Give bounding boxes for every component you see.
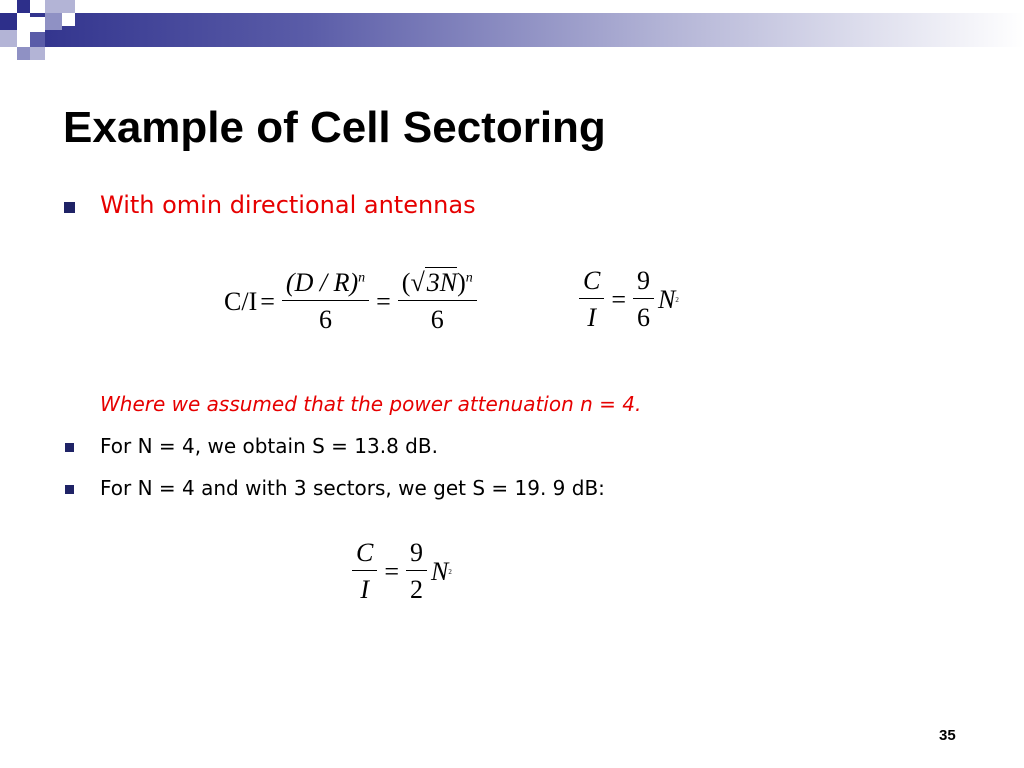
assumption-note: Where we assumed that the power attenuation n = 4. [100, 392, 642, 416]
decor-square [0, 13, 17, 30]
decor-square [62, 13, 75, 26]
eq-equals: = [384, 556, 400, 586]
eq-fraction [633, 266, 654, 333]
eq-exponent: n [465, 270, 473, 286]
bullet-text: For N = 4, we obtain S = 13.8 dB. [100, 434, 438, 458]
eq-equals: = [611, 284, 627, 314]
equation-ci-ratio [224, 268, 481, 335]
header-decoration-band [0, 13, 1024, 47]
decor-square [17, 0, 30, 13]
eq-equals: = [376, 286, 391, 316]
eq-denominator: 6 [430, 305, 444, 334]
decor-square [0, 30, 17, 47]
decor-square [30, 32, 45, 47]
page-number: 35 [939, 727, 956, 744]
decor-square [45, 13, 62, 30]
eq-fraction [579, 266, 604, 333]
eq-fraction [352, 538, 377, 605]
bullet-text: For N = 4 and with 3 sectors, we get S = 19. 9 dB: [100, 476, 605, 500]
eq-equals: = [260, 286, 275, 316]
eq-numerator: C [352, 538, 377, 571]
eq-numerator: (D / R) [285, 268, 359, 297]
eq-variable: N [431, 556, 449, 586]
decor-square [17, 47, 30, 60]
eq-numerator: 9 [406, 538, 427, 571]
bullet-square-icon [65, 443, 74, 452]
eq-exponent: n [358, 270, 366, 286]
eq-fraction [282, 268, 369, 335]
eq-denominator: 6 [637, 303, 651, 332]
bullet-square-icon [64, 202, 75, 213]
eq-denominator: 6 [319, 305, 332, 334]
decor-square [45, 0, 75, 13]
eq-denominator: 2 [410, 575, 424, 604]
decor-square [17, 13, 30, 47]
eq-sqrt-argument: 3N [426, 268, 458, 297]
equation-ci-n-two: $\frac{C}{I}$ = $\frac{9}{2}$ N 2 [348, 538, 452, 605]
bullet-square-icon [65, 485, 74, 494]
decor-square [30, 17, 45, 32]
eq-paren-close: ) [457, 268, 466, 297]
decor-square [30, 47, 45, 60]
slide-title: Example of Cell Sectoring [63, 103, 606, 152]
equation-ci-n-six: $\frac{C}{I}$ = $\frac{9}{6}$ N 2 [575, 266, 679, 333]
eq-paren-open: ( [401, 268, 411, 297]
eq-denominator: I [360, 575, 369, 604]
eq-denominator: I [587, 303, 596, 332]
eq-variable: N [658, 284, 676, 314]
eq-fraction [406, 538, 427, 605]
eq-numerator: C [579, 266, 604, 299]
bullet-text: With omin directional antennas [100, 191, 476, 219]
eq-fraction [398, 268, 477, 335]
eq-numerator: 9 [633, 266, 654, 299]
sqrt-icon: √ [410, 268, 425, 297]
eq-lhs: C/I [224, 286, 258, 316]
